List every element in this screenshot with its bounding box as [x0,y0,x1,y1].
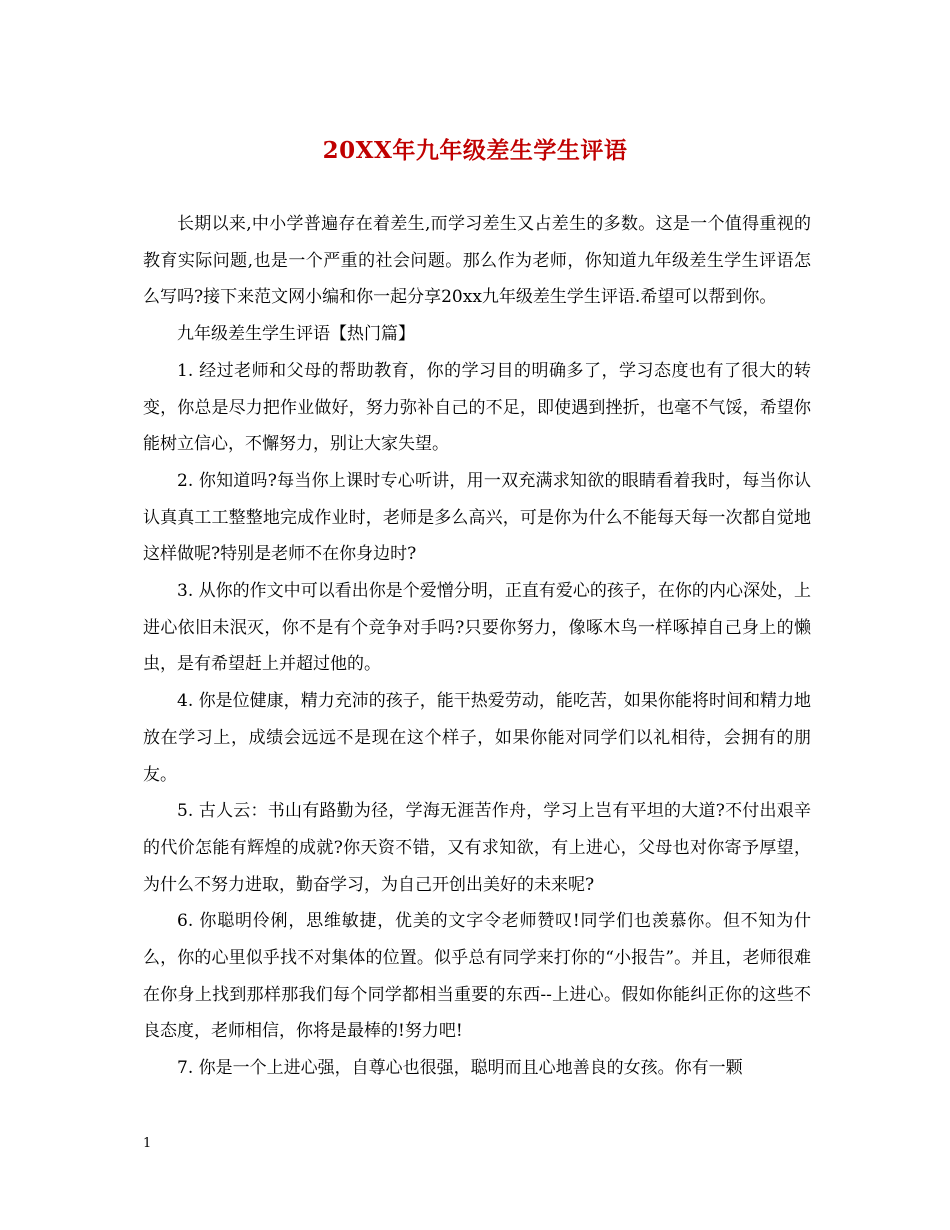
intro-paragraph: 长期以来,中小学普遍存在着差生,而学习差生又占差生的多数。这是一个值得重视的教育实际问题,也是一个严重的社会问题。那么作为老师，你知道九年级差生学生评语怎么写吗?接下来范文网小编和你一起分享20xx九年级差生学生评语.希望可以帮到你。 [143,214,811,308]
page-number: 1 [143,1136,152,1151]
section-heading: 九年级差生学生评语【热门篇】 [177,324,415,345]
document-body [143,206,811,1087]
comment-item-6: 6. 你聪明伶俐，思维敏捷，优美的文字令老师赞叹!同学们也羡慕你。但不知为什么，你的心里似乎找不对集体的位置。似乎总有同学来打你的“小报告”。并且，老师很难在你身上找到那样那我们每个同学都相当重要的东西--上进心。假如你能纠正你的这些不良态度，老师相信，你将是最棒的!努力吧! [143,911,811,1042]
comment-item-1: 1. 经过老师和父母的帮助教育，你的学习目的明确多了，学习态度也有了很大的转变，你总是尽力把作业做好，努力弥补自己的不足，即使遇到挫折，也毫不气馁，希望你能树立信心，不懈努力，别让大家失望。 [143,360,811,455]
comment-item-4: 4. 你是位健康，精力充沛的孩子，能干热爱劳动，能吃苦，如果你能将时间和精力地放在学习上，成绩会远远不是现在这个样子，如果你能对同学们以礼相待，会拥有的朋友。 [143,691,811,785]
comment-item-5: 5. 古人云：书山有路勤为径，学海无涯苦作舟，学习上岂有平坦的大道?不付出艰辛的代价怎能有辉煌的成就?你天资不错，又有求知欲，有上进心，父母也对你寄予厚望，为什么不努力进取，勤奋学习，为自己开创出美好的未来呢? [143,801,811,895]
comment-item-7: 7. 你是一个上进心强，自尊心也很强，聪明而且心地善良的女孩。你有一颗 [177,1058,743,1079]
document-title: 20XX年九年级差生学生评语 [322,137,628,164]
comment-item-3: 3. 从你的作文中可以看出你是个爱憎分明，正直有爱心的孩子，在你的内心深处，上进心依旧未泯灭，你不是有个竞争对手吗?只要你努力，像啄木鸟一样啄掉自己身上的懒虫，是有希望赶上并超过他的。 [143,581,811,675]
comment-item-2: 2. 你知道吗?每当你上课时专心听讲，用一双充满求知欲的眼睛看着我时，每当你认认真真工工整整地完成作业时，老师是多么高兴，可是你为什么不能每天每一次都自觉地这样做呢?特别是老师不在你身边时? [143,470,811,565]
